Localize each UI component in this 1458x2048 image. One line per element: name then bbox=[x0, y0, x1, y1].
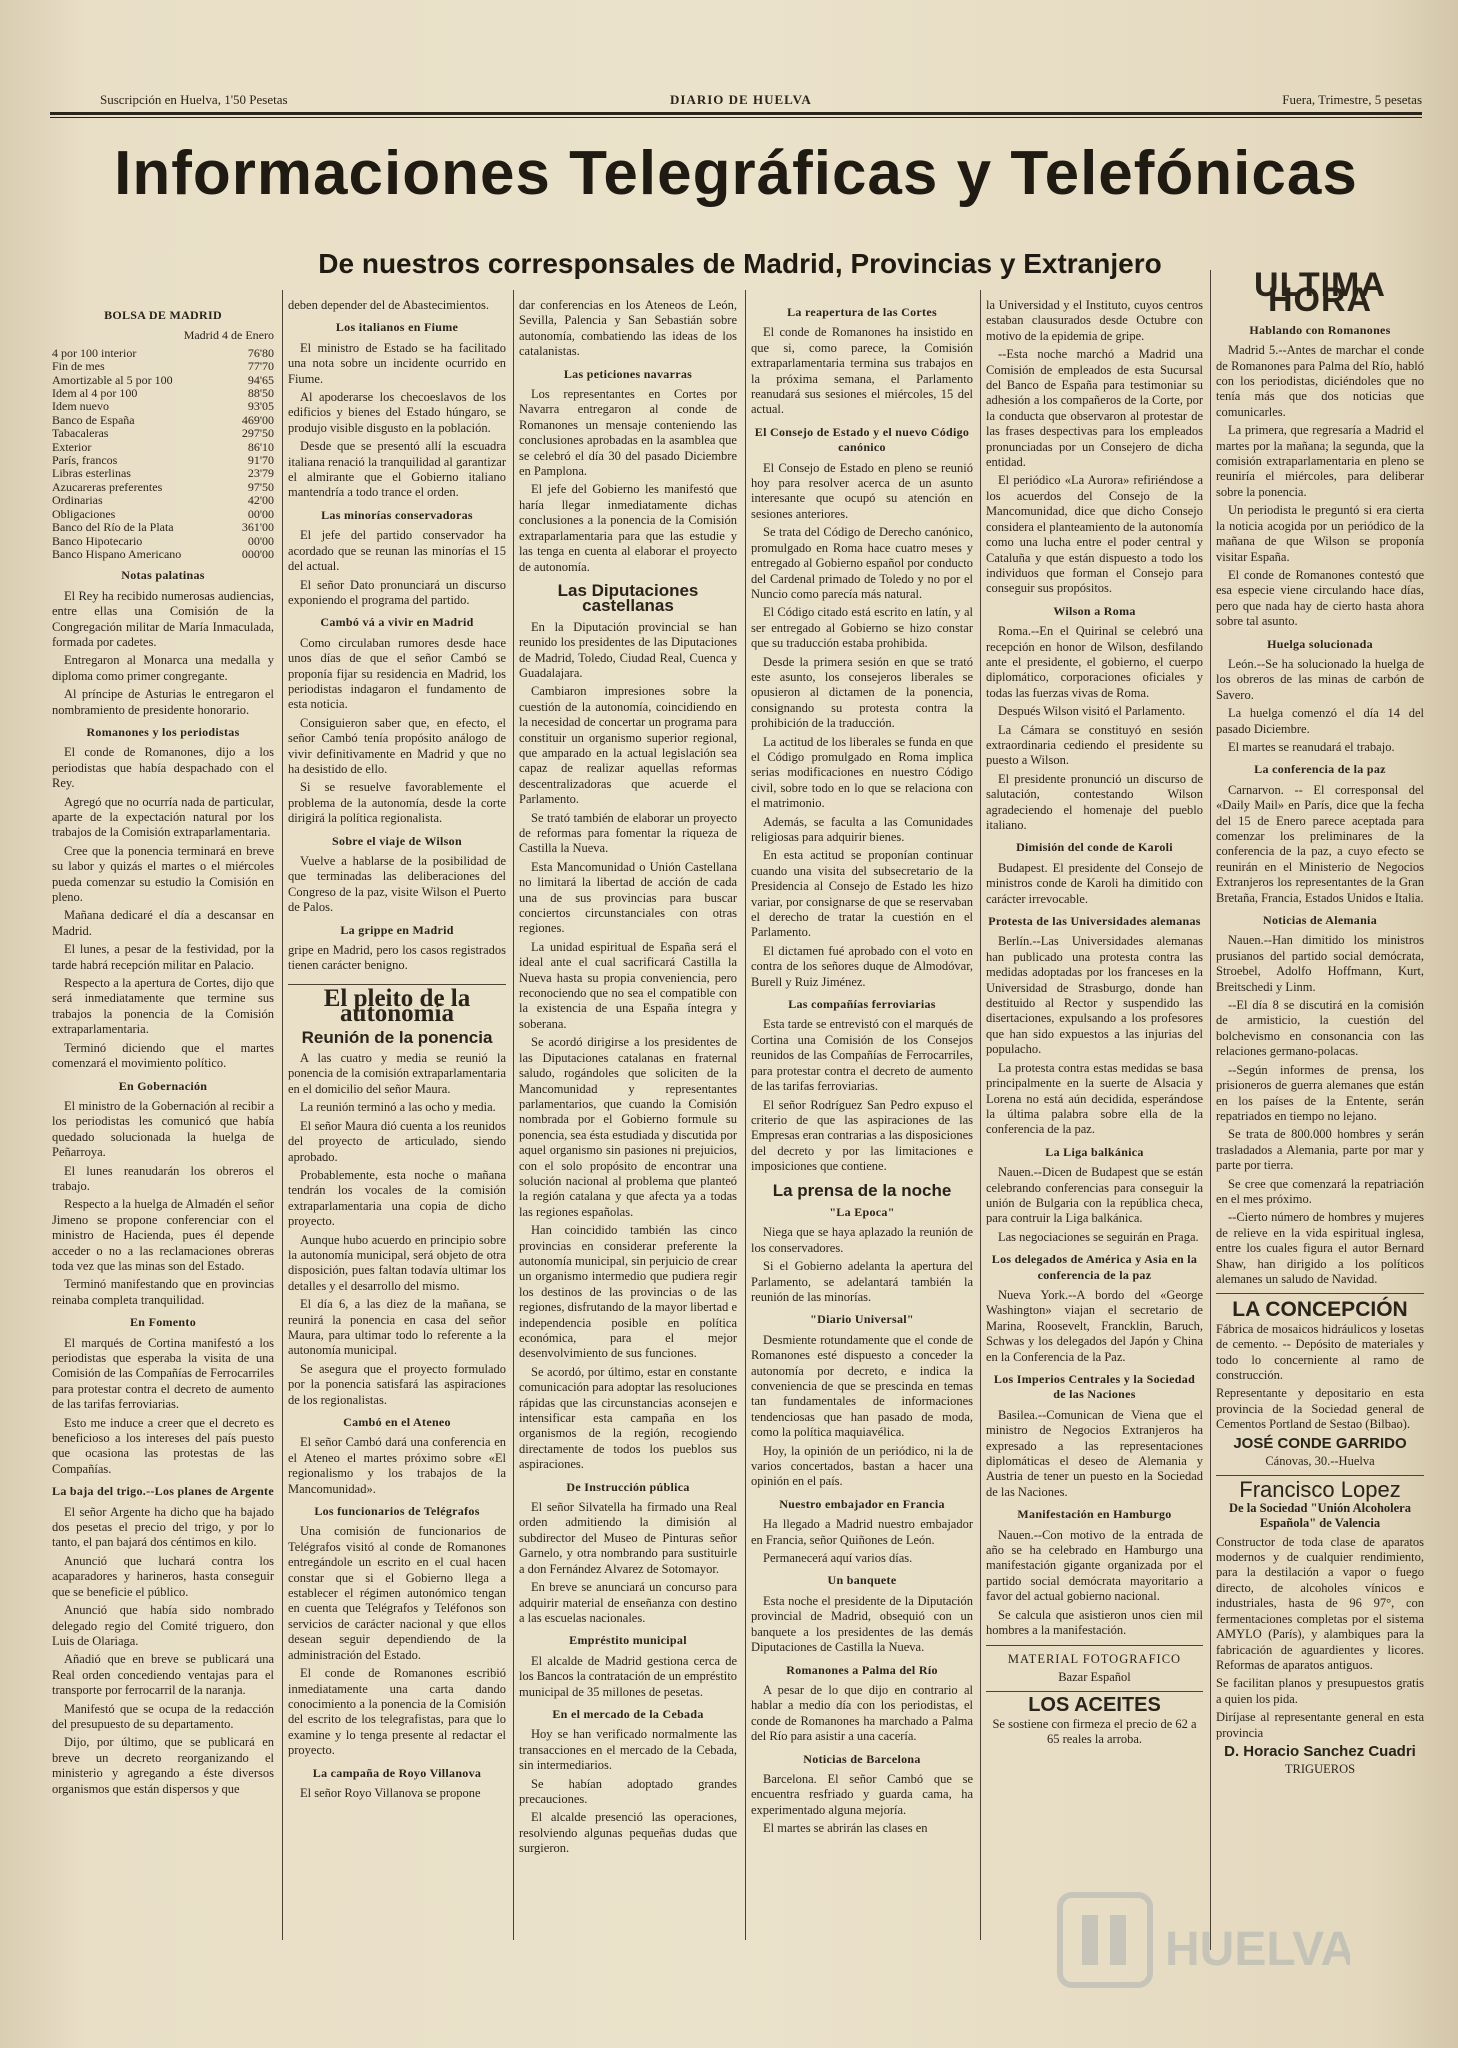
paragraph: El ministro de la Gobernación al recibir a los periodistas les comunicó que había quedado solucionada la huelga de Peñarroya. bbox=[52, 1098, 274, 1160]
column-2 bbox=[288, 298, 506, 1948]
archive-watermark bbox=[1050, 1880, 1350, 2000]
paragraph: El conde de Romanones contestó que esa especie viene circulando hace días, pero que nada hay de cierto hasta ahora sobre tal asunto. bbox=[1216, 567, 1424, 629]
paragraph: El señor Rodríguez San Pedro expuso el criterio de que las aspiraciones de las Empresas eran contrarias a las disposiciones del decreto y por las limitaciones e imposiciones que contiene. bbox=[751, 1097, 973, 1174]
paragraph: la Universidad y el Instituto, cuyos centros estaban clausurados desde Octubre con motivo de la epidemia de gripe. bbox=[986, 298, 1203, 343]
paragraph: Se acordó, por último, estar en constante comunicación para adoptar las resoluciones rápidas que las circunstancias aconsejen e intensificar esta campaña en los organismos de la región, recogiendo directamente de todos los pueblos sus aspiraciones. bbox=[519, 1364, 737, 1472]
paragraph: Probablemente, esta noche o mañana tendrán los vocales de la comisión extraparlamentaria una copia de dicho proyecto. bbox=[288, 1167, 506, 1229]
bolsa-title: BOLSA DE MADRID bbox=[104, 308, 222, 322]
section-title: Romanones y los periodistas bbox=[86, 724, 240, 739]
section-title: Noticias de Alemania bbox=[1263, 913, 1377, 928]
ad-title: LOS ACEITES bbox=[1028, 1694, 1161, 1717]
paragraph: Se cree que comenzará la repatriación en el mes próximo. bbox=[1216, 1176, 1424, 1206]
paragraph: Niega que se haya aplazado la reunión de los conservadores. bbox=[751, 1225, 973, 1255]
paragraph: Permanecerá aquí varios días. bbox=[763, 1551, 913, 1566]
bolsa-row: Idem al 4 por 100 88'50 bbox=[52, 386, 274, 401]
paragraph: Consiguieron saber que, en efecto, el señor Cambó tenía propósito análogo de vivir definitivamente en Madrid y que no ha desistido de ello. bbox=[288, 715, 506, 776]
section-title: Huelga solucionada bbox=[1267, 636, 1373, 651]
bolsa-row: Banco Hispano Americano 000'00 bbox=[52, 546, 274, 561]
watermark-text: HUELVA bbox=[1165, 1923, 1350, 1976]
paragraph: El señor Cambó dará una conferencia en el Ateneo el martes próximo sobre «El regionalismo y los trabajos de la Mancomunidad». bbox=[288, 1435, 506, 1496]
section-title: "Diario Universal" bbox=[810, 1312, 914, 1327]
paragraph: Agregó que no ocurría nada de particular, aparte de la expectación natural por los trabajos de la Comisión extraparlamentaria. bbox=[52, 794, 274, 840]
section-title: Sobre el viaje de Wilson bbox=[332, 833, 462, 848]
paragraph: Respecto a la huelga de Almadén el señor Jimeno se propone conferenciar con el ministro de Hacienda, pues él depende acceder o no a las reclamaciones obreras toda vez que las minas son del Estado. bbox=[52, 1197, 274, 1273]
paragraph: Se sostiene con firmeza el precio de 62 a 65 reales la arroba. bbox=[992, 1716, 1197, 1747]
section-title: La reapertura de las Cortes bbox=[787, 305, 937, 319]
section-title: De Instrucción pública bbox=[566, 1479, 690, 1494]
bolsa-date: Madrid 4 de Enero bbox=[183, 328, 274, 343]
section-title: Los italianos en Fiume bbox=[335, 320, 459, 335]
column-rule bbox=[282, 290, 283, 1940]
paragraph: El Código citado está escrito en latín, y al ser entregado al Gobierno se hizo constar que su traducción estaba prohibida. bbox=[751, 605, 973, 651]
paragraph: Ha llegado a Madrid nuestro embajador en Francia, señor Quiñones de León. bbox=[751, 1517, 973, 1547]
paragraph: Una comisión de funcionarios de Telégrafos visitó al conde de Romanones entregándole un escrito en el cual hacen constar que si el Gobierno llega a establecer el régimen autonómico tengan en cuenta que Telégrafos y Teléfonos son servicios de carácter nacional y que ellos desean seguir dependiendo de la administración del Estado. bbox=[288, 1524, 506, 1662]
section-title: Notas palatinas bbox=[121, 568, 205, 583]
paragraph: Madrid 5.--Antes de marchar el conde de Romanones para Palma del Río, habló con los periodistas, diciéndoles que no tenía más que dos noticias que comunicarles. bbox=[1216, 343, 1424, 419]
paragraph: dar conferencias en los Ateneos de León, Sevilla, Palencia y San Sebastián sobre autonomía, combatiendo las ideas de los catalanistas. bbox=[519, 298, 737, 359]
paragraph: A pesar de lo que dijo en contrario al hablar a medio día con los periodistas, el conde de Romanones ha marchado a Palma del Río para asistir a una cacería. bbox=[751, 1682, 973, 1744]
paragraph: El jefe del Gobierno les manifestó que haría llegar inmediatamente dichas conclusiones a la ponencia de la Comisión extraparlamentaria para que las estudie y las tenga en cuenta al elaborar el proyecto de autonomía. bbox=[519, 482, 737, 574]
paragraph: gripe en Madrid, pero los casos registrados tienen carácter benigno. bbox=[288, 943, 506, 973]
paragraph: El Rey ha recibido numerosas audiencias, entre ellas una Comisión de la Congregación militar de María Inmaculada, formada por cadetes. bbox=[52, 588, 274, 649]
paragraph: Los representantes en Cortes por Navarra entregaron al conde de Romanones un mensaje conteniendo las conclusiones aprobadas en la asamblea que se celebró el día 30 del pasado Diciembre en Pamplona. bbox=[519, 387, 737, 479]
ad-material-fotografico bbox=[986, 1645, 1203, 1686]
bolsa-row: Azucareras preferentes 97'50 bbox=[52, 479, 274, 494]
section-title: Cambó en el Ateneo bbox=[343, 1415, 451, 1429]
bolsa-row: Banco del Río de la Plata 361'00 bbox=[52, 520, 274, 535]
article-headline: Las Diputaciones castellanas bbox=[557, 580, 699, 616]
section-title: Las compañías ferroviarias bbox=[788, 997, 936, 1012]
paragraph: El marqués de Cortina manifestó a los periodistas que esperaba la visita de una Comisión de las Compañías de Ferrocarriles para protestar contra el decreto de aumento de las tarifas ferroviarias. bbox=[52, 1335, 274, 1412]
paragraph: Anunció que había sido nombrado delegado regio del Comité triguero, don Luis de Olariaga. bbox=[52, 1603, 274, 1648]
paragraph: Budapest. El presidente del Consejo de ministros conde de Karoli ha dimitido con carácter irrevocable. bbox=[986, 860, 1203, 906]
paragraph: La protesta contra estas medidas se basa principalmente en la suerte de Alsacia y Lorena no está aún decidida, esperándose la última palabra sobre ella de la conferencia de la paz. bbox=[986, 1060, 1203, 1137]
article-headline: La prensa de la noche bbox=[772, 1180, 952, 1200]
section-title: Protesta de las Universidades alemanas bbox=[988, 914, 1201, 929]
section-title: La conferencia de la paz bbox=[1254, 762, 1386, 777]
paragraph: Dijo, por último, que se publicará en breve un decreto reorganizando el ministerio y agregando a éste diversos organismos que están dispersos y que bbox=[52, 1735, 274, 1796]
ad-address: TRIGUEROS bbox=[1284, 1762, 1356, 1777]
paragraph: Como circulaban rumores desde hace unos días de que el señor Cambó se proponía fijar su residencia en Madrid, los periodistas indagaron el fundamento de esta noticia. bbox=[288, 635, 506, 712]
paragraph: Cree que la ponencia terminará en breve su labor y quizás el martes o el miércoles pueda comenzar su estudio la Comisión en pleno. bbox=[52, 843, 274, 905]
paragraph: Aunque hubo acuerdo en principio sobre la autonomía municipal, será objeto de otra disposición, pues faltan todavía ultimar los detalles y el desarrollo del mismo. bbox=[288, 1232, 506, 1293]
paragraph: El alcalde presenció las operaciones, resolviendo algunas pequeñas dudas que surgieron. bbox=[519, 1810, 737, 1856]
bolsa-row: Exterior 86'10 bbox=[52, 439, 274, 454]
section-title: La grippe en Madrid bbox=[340, 922, 454, 937]
paragraph: --Esta noche marchó a Madrid una Comisión de empleados de esta Sucursal del Banco de España para testimoniar su adhesión a los compañeros de la Corte, por la conducta que observaron al protestar de las frases despectivas para los empleados pronunciadas por un Consejero de dicha entidad. bbox=[986, 347, 1203, 470]
column-rule bbox=[513, 290, 514, 1940]
paragraph: El señor Royo Villanova se propone bbox=[300, 1785, 481, 1800]
paragraph: El ministro de Estado se ha facilitado una nota sobre un incidente ocurrido en Fiume. bbox=[288, 340, 506, 386]
bolsa-row: Obligaciones 00'00 bbox=[52, 506, 274, 521]
bolsa-row: Tabacaleras 297'50 bbox=[52, 426, 274, 441]
ad-aceites bbox=[986, 1691, 1203, 1747]
paragraph: Al apoderarse los checoeslavos de los edificios y bienes del Estado húngaro, se produjo visible disgusto en la población. bbox=[288, 390, 506, 435]
paragraph: Carnarvon. -- El corresponsal del «Daily Mail» en París, dice que la fecha del 15 de Enero parece aceptada para comenzar los preliminares de la conferencia de la paz, a cuyo efecto se reunirán en el Ministerio de Negocios Extranjeros los representantes de la Gran Bretaña, Francia, Estados Unidos e Italia. bbox=[1216, 782, 1424, 905]
section-title: La campaña de Royo Villanova bbox=[312, 1765, 482, 1780]
paragraph: Después Wilson visitó el Parlamento. bbox=[998, 704, 1186, 719]
section-title: Nuestro embajador en Francia bbox=[779, 1496, 945, 1511]
section-title: Noticias de Barcelona bbox=[803, 1751, 921, 1766]
section-title: Los funcionarios de Telégrafos bbox=[314, 1504, 480, 1519]
paragraph: Vuelve a hablarse de la posibilidad de que terminadas las deliberaciones del Congreso de la paz, visite Wilson el Puerto de Palos. bbox=[288, 854, 506, 915]
section-title: En Fomento bbox=[130, 1315, 196, 1330]
section-title: Las minorías conservadoras bbox=[321, 507, 473, 522]
paragraph: Entregaron al Monarca una medalla y diploma como primer congregante. bbox=[52, 653, 274, 683]
paragraph: Se habían adoptado grandes precauciones. bbox=[519, 1776, 737, 1806]
paragraph: Se acordó dirigirse a los presidentes de las Diputaciones catalanas en fraternal saludo, rogándoles que soliciten de la Mancomunidad y representantes parlamentarios, que cuando la Comisión nombrada por el Gobierno formule su ponencia, sea ésta estudiada y discutida por aquel organismo sin pasiones ni prejuicios, con el solo propósito de encontrar una solución nacional al problema que planteó la región catalana y que afecta ya a todas las regiones españolas. bbox=[519, 1035, 737, 1219]
paragraph: La primera, que regresaría a Madrid el martes por la mañana; la segunda, que la comisión extraparlamentaria en pleno se reuniría el miércoles, para deliberar sobre la ponencia. bbox=[1216, 423, 1424, 499]
paragraph: El conde de Romanones, dijo a los periodistas que había despachado con el Rey. bbox=[52, 745, 274, 791]
paragraph: Roma.--En el Quirinal se celebró una recepción en honor de Wilson, desfilando ante el presidente, el gobierno, el cuerpo diplomático, corporaciones oficiales y todas las fuerzas vivas de Roma. bbox=[986, 624, 1203, 700]
paragraph: El Consejo de Estado en pleno se reunió hoy para resolver acerca de un asunto interesante que ocupó su atención en sesiones anteriores. bbox=[751, 460, 973, 521]
paragraph: León.--Se ha solucionado la huelga de los obreros de las minas de carbón de Savero. bbox=[1216, 656, 1424, 702]
paragraph: Cambiaron impresiones sobre la cuestión de la autonomía, coincidiendo en la necesidad de concertar un programa para constituir un organismo superior regional, que amparado en la actual legislación sea capaz de realizar aquellas reformas descentralizadoras que acuerde el Parlamento. bbox=[519, 684, 737, 807]
ad-name: JOSÉ CONDE GARRIDO bbox=[1233, 1434, 1407, 1452]
paragraph: --Cierto número de hombres y mujeres de relieve en la vida espiritual inglesa, entre los cuales figura el autor Bernard Shaw, han dirigido a los políticos alemanes un saludo de Navidad. bbox=[1216, 1210, 1424, 1286]
section-title: Hablando con Romanones bbox=[1249, 322, 1391, 337]
section-title: Romanones a Palma del Río bbox=[786, 1662, 938, 1677]
paragraph: Representante y depositario en esta provincia de la Sociedad general de Cementos Portland de Sestao (Bilbao). bbox=[1216, 1386, 1424, 1432]
column-rule bbox=[980, 290, 981, 1940]
column-6 bbox=[1216, 270, 1424, 1970]
paragraph: La huelga comenzó el día 14 del pasado Diciembre. bbox=[1216, 706, 1424, 736]
paragraph: A las cuatro y media se reunió la ponencia de la comisión extraparlamentaria en el domicilio del señor Maura. bbox=[288, 1051, 506, 1096]
paragraph: Manifestó que se ocupa de la redacción del presupuesto de su departamento. bbox=[52, 1701, 274, 1731]
section-title: "La Epoca" bbox=[829, 1204, 895, 1219]
page-subheadline: De nuestros corresponsales de Madrid, Provincias y Extranjero bbox=[318, 248, 1162, 279]
section-title: Cambó vá a vivir en Madrid bbox=[320, 615, 474, 630]
paragraph: El señor Argente ha dicho que ha bajado dos pesetas el precio del trigo, y por lo tanto, el pan bajará dos céntimos en kilo. bbox=[52, 1504, 274, 1550]
ad-title: Francisco Lopez bbox=[1239, 1477, 1401, 1503]
paragraph: Se trata de 800.000 hombres y serán trasladados a Alemania, parte por mar y parte por tierra. bbox=[1216, 1127, 1424, 1173]
paragraph: La Cámara se constituyó en sesión extraordinaria cediendo el presidente su puesto a Wilson. bbox=[986, 722, 1203, 768]
paragraph: Hoy, la opinión de un periódico, ni la de varios concertados, bastan a hacer una opinión en el país. bbox=[751, 1443, 973, 1489]
paragraph: El lunes reanudarán los obreros el trabajo. bbox=[52, 1163, 274, 1193]
ultima-hora-title: ULTIMA HORA bbox=[1254, 270, 1386, 320]
paragraph: El señor Silvatella ha firmado una Real orden admitiendo la dimisión al subdirector del Museo de Pinturas señor Garnelo, y otra nombrando para sustituirle a don Fernández Alvarez de Sotomayor. bbox=[519, 1500, 737, 1576]
paragraph: Anunció que luchará contra los acaparadores y harineros, hasta conseguir que se beneficie el público. bbox=[52, 1553, 274, 1599]
bolsa-row: Libras esterlinas 23'79 bbox=[52, 466, 274, 481]
ad-address: Cánovas, 30.--Huelva bbox=[1265, 1454, 1375, 1469]
article-subheadline: Reunión de la ponencia bbox=[301, 1027, 493, 1047]
column-rule bbox=[1210, 270, 1211, 1950]
paragraph: Terminó diciendo que el martes comenzará el movimiento político. bbox=[52, 1040, 274, 1071]
paragraph: Nauen.--Con motivo de la entrada de año se ha celebrado en Hamburgo una manifestación gigante organizada por el partido social demócrata mayoritario a favor del actual gobierno nacional. bbox=[986, 1527, 1203, 1604]
paragraph: Diríjase al representante general en esta provincia bbox=[1216, 1710, 1424, 1740]
paragraph: Un periodista le preguntó si era cierta la noticia acogida por un periódico de la mañana de que Wilson se proponía visitar España. bbox=[1216, 503, 1424, 564]
paragraph: En la Diputación provincial se han reunido los presidentes de las Diputaciones de Madrid, Toledo, Ciudad Real, Cuenca y Guadalajara. bbox=[519, 619, 737, 680]
paragraph: Hoy se han verificado normalmente las transacciones en el mercado de la Cebada, sin intermediarios. bbox=[519, 1727, 737, 1773]
section-title: La baja del trigo.--Los planes de Argente bbox=[52, 1484, 274, 1499]
paragraph: Nauen.--Dicen de Budapest que se están celebrando conferencias para conseguir la unión de Bulgaria con la república checa, para contruir la Liga balkánica. bbox=[986, 1165, 1203, 1226]
section-title: La Liga balkánica bbox=[1045, 1144, 1144, 1159]
paragraph: Mañana dedicaré el día a descansar en Madrid. bbox=[52, 908, 274, 938]
paragraph: En esta actitud se proponían continuar cuando una visita del subsecretario de la Presidencia al Consejo de Estado les hizo variar, por consignarse de que se reservaban el derecho de tratar la cuestión en el Parlamento. bbox=[751, 848, 973, 940]
bolsa-row: París, francos 91'70 bbox=[52, 453, 274, 468]
paragraph: El conde de Romanones ha insistido en que si, como parece, la Comisión extraparlamentaria termina sus trabajos en la próxima semana, el Parlamento reanudará sus sesiones el miércoles, 15 del actual. bbox=[751, 325, 973, 417]
ad-la-concepcion bbox=[1216, 1293, 1424, 1469]
section-title: En el mercado de la Cebada bbox=[552, 1706, 704, 1721]
article-headline: El pleito de la autonomía bbox=[288, 984, 506, 1022]
newspaper-name: DIARIO DE HUELVA bbox=[670, 92, 812, 107]
column-5 bbox=[986, 298, 1203, 1948]
ad-name: D. Horacio Sanchez Cuadri bbox=[1224, 1742, 1416, 1760]
paragraph: Berlín.--Las Universidades alemanas han publicado una protesta contra las medidas adoptadas por los franceses en la Universidad de Strasburgo, donde han destituido al Rector y suspendido las disertaciones, expulsando a los profesores que han sido expuestos a las injurias del populacho. bbox=[986, 934, 1203, 1057]
section-title: Un banquete bbox=[827, 1573, 897, 1588]
masthead-rule bbox=[50, 112, 1422, 115]
paragraph: Esto me induce a creer que el decreto es beneficioso a los intereses del país puesto que ocasiona las protestas de las Compañías. bbox=[52, 1415, 274, 1476]
column-1 bbox=[52, 298, 274, 1948]
paragraph: Añadió que en breve se publicará una Real orden concediendo ventajas para el transporte por ferrocarril de la naranja. bbox=[52, 1652, 274, 1698]
bolsa-row: Fin de mes 77'70 bbox=[52, 359, 274, 374]
subscription-price: Suscripción en Huelva, 1'50 Pesetas bbox=[100, 92, 288, 107]
paragraph: Constructor de toda clase de aparatos modernos y de cualquier rendimiento, para la destilación a vapor o fuego directo, de alcoholes vínicos e industriales, hasta de 96 97°, con fermentaciones completas por el sistema AMYLO (París), y alambiques para la fabricación de aguardientes y licores. Reformas de aparatos antiguos. bbox=[1216, 1534, 1424, 1672]
section-title: Dimisión del conde de Karoli bbox=[1016, 840, 1173, 855]
paragraph: Se facilitan planos y presupuestos gratis a quien los pida. bbox=[1216, 1676, 1424, 1706]
paragraph: Respecto a la apertura de Cortes, dijo que será inmediatamente que termine sus trabajos la ponencia de la Comisión extraparlamentaria. bbox=[52, 976, 274, 1037]
bolsa-table bbox=[52, 347, 274, 562]
bolsa-row: 4 por 100 interior 76'80 bbox=[52, 345, 274, 360]
section-title: Wilson a Roma bbox=[1053, 603, 1136, 618]
masthead-rule-thin bbox=[50, 117, 1422, 118]
paragraph: Se calcula que asistieron unos cien mil hombres a la manifestación. bbox=[986, 1607, 1203, 1638]
paragraph: --Según informes de prensa, los prisioneros de guerra alemanes que están en los países de la Entente, serán repatriados en tiempo no lejano. bbox=[1216, 1062, 1424, 1123]
paragraph: El día 6, a las diez de la mañana, se reunirá la ponencia en casa del señor Maura, para ultimar todo lo referente a la autonomía municipal. bbox=[288, 1297, 506, 1358]
bolsa-row: Banco Hipotecario 00'00 bbox=[52, 533, 274, 548]
paragraph: El martes se abrirán las clases en bbox=[763, 1821, 928, 1836]
section-title: Los Imperios Centrales y la Sociedad de las Naciones bbox=[993, 1372, 1196, 1402]
paragraph: El lunes, a pesar de la festividad, por la tarde habrá recepción militar en Palacio. bbox=[52, 942, 274, 972]
paragraph: Si se resuelve favorablemente el problema de la autonomía, desde la corte dirigirá la política regionalista. bbox=[288, 780, 506, 826]
section-title: Empréstito municipal bbox=[569, 1633, 687, 1648]
bolsa-row: Banco de España 469'00 bbox=[52, 412, 274, 427]
ad-francisco-lopez bbox=[1216, 1475, 1424, 1777]
paragraph: Desmiente rotundamente que el conde de Romanones esté dispuesto a conceder la autonomía por decreto, e indica la conveniencia de que se prescinda en temas tan fundamentales de informaciones tendenciosas que han pasado de moda, como la política maquiavélica. bbox=[751, 1332, 973, 1440]
paragraph: Nueva York.--A bordo del «George Washington» viajan el secretario de Marina, Roosevelt, Francklin, Baruch, Schwas y los delegados del Japón y China en la Conferencia de la Paz. bbox=[986, 1287, 1203, 1364]
bolsa-row: Idem nuevo 93'05 bbox=[52, 399, 274, 414]
paragraph: El dictamen fué aprobado con el voto en contra de los señores duque de Almodóvar, Burell y Ruiz Jiménez. bbox=[751, 943, 973, 989]
paragraph: El periódico «La Aurora» refiriéndose a los acuerdos del Consejo de la Mancomunidad, dice que dicho Consejo considera el planteamiento de la autonomía como una lucha entre el poder central y Cataluña y que están dispuesto a todo los individuos que forman el Consejo para conseguir sus propósitos. bbox=[986, 473, 1203, 596]
page-headline: Informaciones Telegráficas y Telefónicas bbox=[114, 139, 1358, 208]
paragraph: Han coincidido también las cinco provincias en considerar preferente la autonomía municipal, sin perjuicio de crear un organismo intermedio que pudiera regir los destinos de las provincias o de las regiones, disfrutando de la mayor libertad e independencia posible en política económica, para el mejor desenvolvimiento de sus funciones. bbox=[519, 1223, 737, 1361]
paragraph: Desde que se presentó allí la escuadra italiana renació la tranquilidad al garantizar el almirante que el Gobierno italiano mantendría a todo trance el orden. bbox=[288, 439, 506, 500]
paragraph: El presidente pronunció un discurso de salutación, contestando Wilson agradeciendo el homenaje del pueblo italiano. bbox=[986, 771, 1203, 832]
paragraph: Nauen.--Han dimitido los ministros prusianos del partido social demócrata, Stroebel, Adolfo Hoffmann, Kurt, Breitschedi y Linm. bbox=[1216, 933, 1424, 994]
paragraph: La reunión terminó a las ocho y media. bbox=[300, 1100, 496, 1115]
paragraph: La actitud de los liberales se funda en que el Código promulgado en Roma implica serias modificaciones en nuestro Código civil, sobre todo en lo que se relaciona con el matrimonio. bbox=[751, 734, 973, 811]
paragraph: Esta Mancomunidad o Unión Castellana no limitará la libertad de acción de cada una de sus provincias para buscar conciertos circunstanciales con otras regiones. bbox=[519, 859, 737, 936]
paragraph: Desde la primera sesión en que se trató este asunto, los consejeros liberales se opusieron al dictamen de la ponencia, consignando su protesta contra la prohibición de la traducción. bbox=[751, 654, 973, 731]
paragraph: El jefe del partido conservador ha acordado que se reunan las minorías el 15 del actual. bbox=[288, 528, 506, 574]
outside-price: Fuera, Trimestre, 5 pesetas bbox=[1282, 92, 1422, 107]
section-title: Manifestación en Hamburgo bbox=[1017, 1507, 1172, 1522]
bolsa-row: Amortizable al 5 por 100 94'65 bbox=[52, 372, 274, 387]
paragraph: Fábrica de mosaicos hidráulicos y losetas de cemento. -- Depósito de materiales y todo lo concerniente al ramo de construcción. bbox=[1216, 1321, 1424, 1382]
ad-title: MATERIAL FOTOGRAFICO bbox=[1007, 1651, 1182, 1666]
paragraph: --El día 8 se discutirá en la comisión de armisticio, la cuestión del bolchevismo en consonancia con las relaciones germano-polacas. bbox=[1216, 998, 1424, 1059]
paragraph: Barcelona. El señor Cambó que se encuentra resfriado y guarda cama, ha experimentado alguna mejoría. bbox=[751, 1771, 973, 1817]
paragraph: Se trató también de elaborar un proyecto de reformas para fomentar la riqueza de Castilla la Nueva. bbox=[519, 810, 737, 856]
paragraph: Si el Gobierno adelanta la apertura del Parlamento, se adelantará también la reunión de las minorías. bbox=[751, 1259, 973, 1304]
column-3 bbox=[519, 298, 737, 1948]
paragraph: Las negociaciones se seguirán en Praga. bbox=[998, 1229, 1199, 1244]
paragraph: En breve se anunciará un concurso para adquirir material de enseñanza con destino a las escuelas nacionales. bbox=[519, 1580, 737, 1625]
paragraph: El señor Dato pronunciará un discurso exponiendo el programa del partido. bbox=[288, 577, 506, 607]
paragraph: Se asegura que el proyecto formulado por la ponencia satisfará las aspiraciones de los regionalistas. bbox=[288, 1361, 506, 1407]
ad-subtitle: Bazar Español bbox=[1058, 1669, 1131, 1684]
paragraph: Al príncipe de Asturias le entregaron el nombramiento de presidente honorario. bbox=[52, 687, 274, 717]
column-4 bbox=[751, 298, 973, 1948]
paragraph: Además, se faculta a las Comunidades religiosas para adquirir bienes. bbox=[751, 814, 973, 844]
paragraph: La unidad espiritual de España será el ideal ante el cual sacrificará Castilla la Nueva hasta su propia conveniencia, pero reconociendo que no sea el compatible con la existencia de una España íntegra y soberana. bbox=[519, 939, 737, 1031]
section-title: Los delegados de América y Asia en la conferencia de la paz bbox=[991, 1252, 1198, 1282]
paragraph: deben depender del de Abastecimientos. bbox=[288, 298, 489, 312]
archive-logo-icon bbox=[1050, 1880, 1350, 2000]
paragraph: El martes se reanudará el trabajo. bbox=[1228, 739, 1395, 754]
section-title: En Gobernación bbox=[118, 1078, 208, 1093]
bolsa-row: Ordinarias 42'00 bbox=[52, 493, 274, 508]
paragraph: El conde de Romanones escribió inmediatamente una carta dando conocimiento a la ponencia de la Comisión del escrito de los telegrafistas, para que lo examine y lo tenga presente al redactar el proyecto. bbox=[288, 1666, 506, 1758]
section-title: Las peticiones navarras bbox=[563, 366, 693, 381]
paragraph: El señor Maura dió cuenta a los reunidos del proyecto de articulado, siendo aprobado. bbox=[288, 1118, 506, 1164]
section-title: El Consejo de Estado y el nuevo Código canónico bbox=[754, 424, 970, 455]
paragraph: Esta tarde se entrevistó con el marqués de Cortina una Comisión de los Consejos reunidos de las Compañías de Ferrocarriles, para protestar contra el decreto de aumento de las tarifas ferroviarias. bbox=[751, 1017, 973, 1094]
paragraph: Terminó manifestando que en provincias reinaba completa tranquilidad. bbox=[52, 1277, 274, 1307]
column-rule bbox=[745, 290, 746, 1940]
ad-subtitle: De la Sociedad "Unión Alcoholera Española" de Valencia bbox=[1229, 1500, 1411, 1531]
ad-title: LA CONCEPCIÓN bbox=[1232, 1298, 1408, 1322]
paragraph: Basilea.--Comunican de Viena que el ministro de Negocios Extranjeros ha expresado a las representaciones diplomáticas el deseo de Alemania y Austria de tener un puesto en la Sociedad de las Naciones. bbox=[986, 1407, 1203, 1499]
paragraph: El alcalde de Madrid gestiona cerca de los Bancos la contratación de un empréstito municipal de 35 millones de pesetas. bbox=[519, 1653, 737, 1699]
paragraph: Se trata del Código de Derecho canónico, promulgado en Roma hace cuatro meses y entregado al Gobierno español por conducto del Cardenal primado de Toledo y no por el Nuncio como parecía más natural. bbox=[751, 525, 973, 601]
paragraph: Esta noche el presidente de la Diputación provincial de Madrid, obsequió con un banquete a los presidentes de las demás Diputaciones de Castilla la Nueva. bbox=[751, 1593, 973, 1655]
